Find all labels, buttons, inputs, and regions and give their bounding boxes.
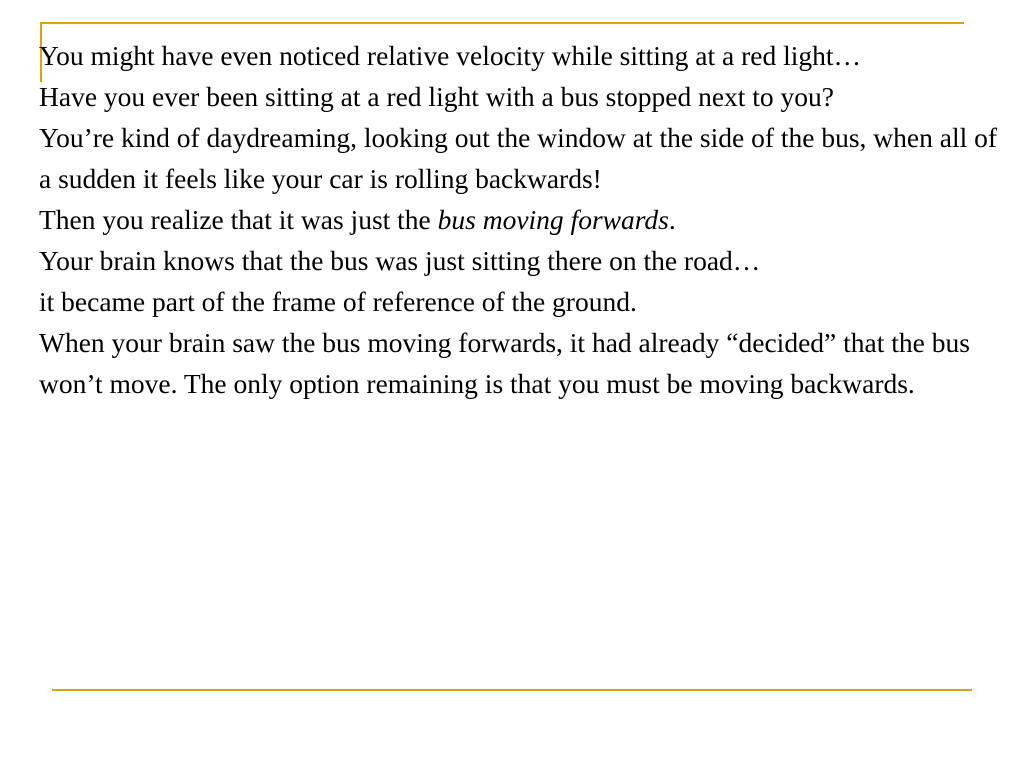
realize-text: Then you realize that it was just the <box>39 204 438 235</box>
top-accent-rule <box>40 22 964 24</box>
paragraph-bus-question: Have you ever been sitting at a red light with a bus stopped next to you? <box>39 81 835 112</box>
bottom-accent-rule <box>52 689 972 691</box>
paragraph-frame-of-reference: it became part of the frame of reference of the ground. <box>39 286 637 317</box>
paragraph-realize <box>39 199 999 240</box>
paragraph-daydreaming: You’re kind of daydreaming, looking out the window at the side of the bus, when all of a sudden it feels like your car is rolling backwards! <box>39 122 998 194</box>
bus-moving-forwards-emphasis: bus moving forwards <box>437 204 669 235</box>
paragraph-brain-knows: Your brain knows that the bus was just sitting there on the road… <box>39 245 761 276</box>
paragraph-red-light: You might have even noticed relative velocity while sitting at a red light… <box>39 40 862 71</box>
realize-period: . <box>668 204 676 235</box>
slide-body-text <box>39 35 999 404</box>
paragraph-conclusion: When your brain saw the bus moving forwards, it had already “decided” that the bus won’t move. The only option remaining is that you must be moving backwards. <box>39 327 970 399</box>
